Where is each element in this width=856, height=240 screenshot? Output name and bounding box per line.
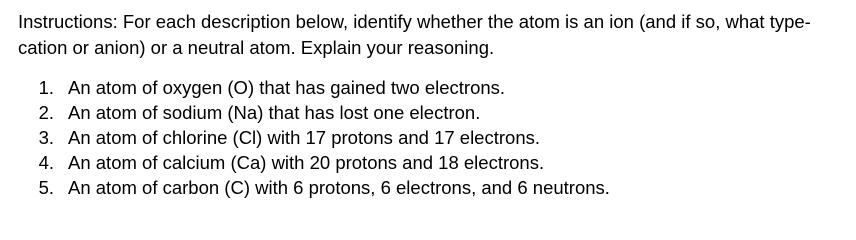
- question-list: [18, 75, 842, 200]
- question-text: An atom of carbon (C) with 6 protons, 6 electrons, and 6 neutrons.: [68, 177, 610, 198]
- question-text: An atom of oxygen (O) that has gained two electrons.: [68, 77, 506, 98]
- question-number: 5.: [38, 177, 54, 198]
- question-number: 4.: [38, 152, 54, 173]
- question-number: 2.: [38, 102, 54, 123]
- question-item-2: [18, 100, 842, 125]
- question-number: 1.: [38, 77, 54, 98]
- question-item-5: [18, 175, 842, 200]
- question-item-3: [18, 125, 842, 150]
- question-item-4: [18, 150, 842, 175]
- question-text: An atom of calcium (Ca) with 20 protons and 18 electrons.: [68, 152, 545, 173]
- question-text: An atom of chlorine (Cl) with 17 protons and 17 electrons.: [68, 127, 540, 148]
- question-number: 3.: [38, 127, 54, 148]
- instructions-paragraph: Instructions: For each description below, identify whether the atom is an ion (and if so, what type- cation or anion) or a neutral atom. Explain your reasoning.: [18, 11, 811, 58]
- question-item-1: [18, 75, 842, 100]
- question-text: An atom of sodium (Na) that has lost one electron.: [68, 102, 481, 123]
